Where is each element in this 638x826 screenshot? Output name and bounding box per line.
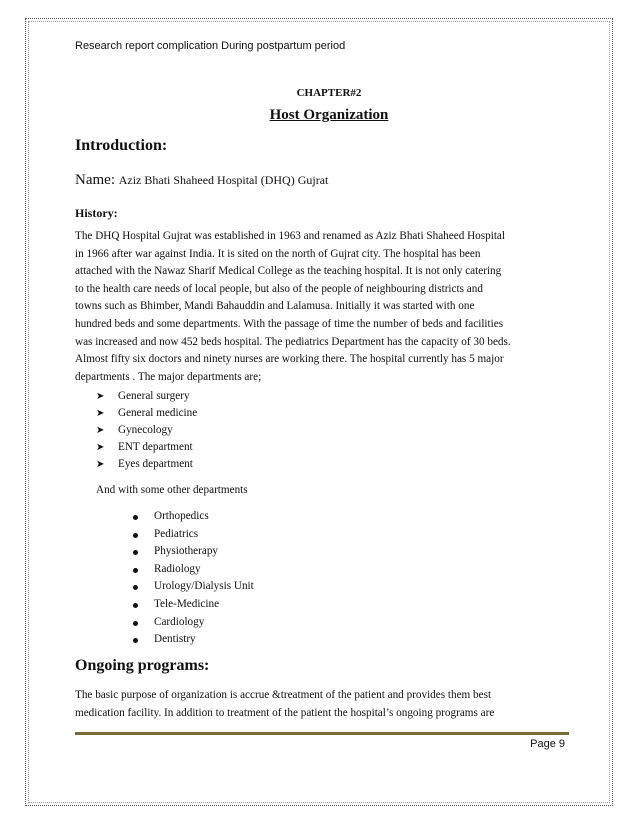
bullet-dot-icon (133, 550, 138, 555)
other-departments-list (132, 508, 254, 649)
list-item: ➤ General surgery (96, 388, 197, 405)
paragraph-line: in 1966 after war against India. It is sited on the north of Gujrat city. The hospital has been (75, 247, 481, 260)
list-item: Urology/Dialysis Unit (132, 578, 254, 596)
chapter-label: CHAPTER#2 (296, 87, 362, 99)
arrow-bullet-icon: ➤ (96, 408, 105, 419)
paragraph-line: medication facility. In addition to treatment of the patient the hospital’s ongoing programs are (75, 706, 495, 719)
paragraph-line: The basic purpose of organization is accrue &treatment of the patient and provides them best (75, 689, 492, 701)
bullet-dot-icon (133, 585, 138, 590)
bullet-dot-icon (133, 638, 138, 643)
list-item: ➤ Eyes department (96, 456, 197, 473)
paragraph-line: towns such as Bhimber, Mandi Bahauddin and Lalamusa. Initially it was started with one (75, 300, 475, 313)
list-item: Tele-Medicine (132, 596, 254, 614)
arrow-bullet-icon: ➤ (96, 425, 105, 436)
name-line (75, 172, 328, 189)
footer-rule (75, 732, 569, 735)
running-header: Research report complication During postpartum period (75, 40, 346, 52)
introduction-heading: Introduction: (75, 137, 168, 154)
list-item: Orthopedics (132, 508, 254, 526)
list-item: ➤ General medicine (96, 405, 197, 422)
chapter-title: Host Organization (269, 107, 389, 123)
arrow-bullet-icon: ➤ (96, 442, 105, 453)
list-item: ➤ ENT department (96, 439, 197, 456)
list-item: Physiotherapy (132, 543, 254, 561)
name-value: Aziz Bhati Shaheed Hospital (DHQ) Gujrat (118, 173, 329, 187)
bullet-dot-icon (133, 621, 138, 626)
list-item: Pediatrics (132, 526, 254, 544)
bullet-dot-icon (133, 568, 138, 573)
paragraph-line: was increased and now 452 beds hospital. The pediatrics Department has the capacity of 30 beds. (75, 335, 511, 348)
bullet-dot-icon (133, 533, 138, 538)
list-item: Radiology (132, 561, 254, 579)
history-heading: History: (75, 206, 118, 220)
paragraph-line: departments . The major departments are; (75, 370, 262, 383)
paragraph-line: Almost fifty six doctors and ninety nurses are working there. The hospital currently has 5 major (75, 353, 504, 366)
history-paragraph (75, 228, 570, 386)
major-departments-list (96, 388, 197, 473)
arrow-bullet-icon: ➤ (96, 391, 105, 402)
list-item: ➤ Gynecology (96, 422, 197, 439)
paragraph-line: hundred beds and some departments. With the passage of time the number of beds and facilities (75, 317, 504, 330)
ongoing-programs-heading: Ongoing programs: (75, 657, 210, 674)
paragraph-line: to the health care needs of local people, but also of the people of neighbouring districts and (75, 282, 483, 295)
paragraph-line: The DHQ Hospital Gujrat was established in 1963 and renamed as Aziz Bhati Shaheed Hospital (75, 230, 505, 242)
ongoing-paragraph (75, 687, 570, 722)
list-item: Cardiology (132, 614, 254, 632)
paragraph-line: attached with the Nawaz Sharif Medical College as the teaching hospital. It is not only catering (75, 265, 502, 278)
page-number: Page 9 (530, 738, 565, 750)
other-departments-intro: And with some other departments (96, 484, 248, 496)
bullet-dot-icon (133, 603, 138, 608)
arrow-bullet-icon: ➤ (96, 459, 105, 470)
name-label: Name: (75, 172, 115, 188)
list-item: Dentistry (132, 631, 254, 649)
bullet-dot-icon (133, 515, 138, 520)
